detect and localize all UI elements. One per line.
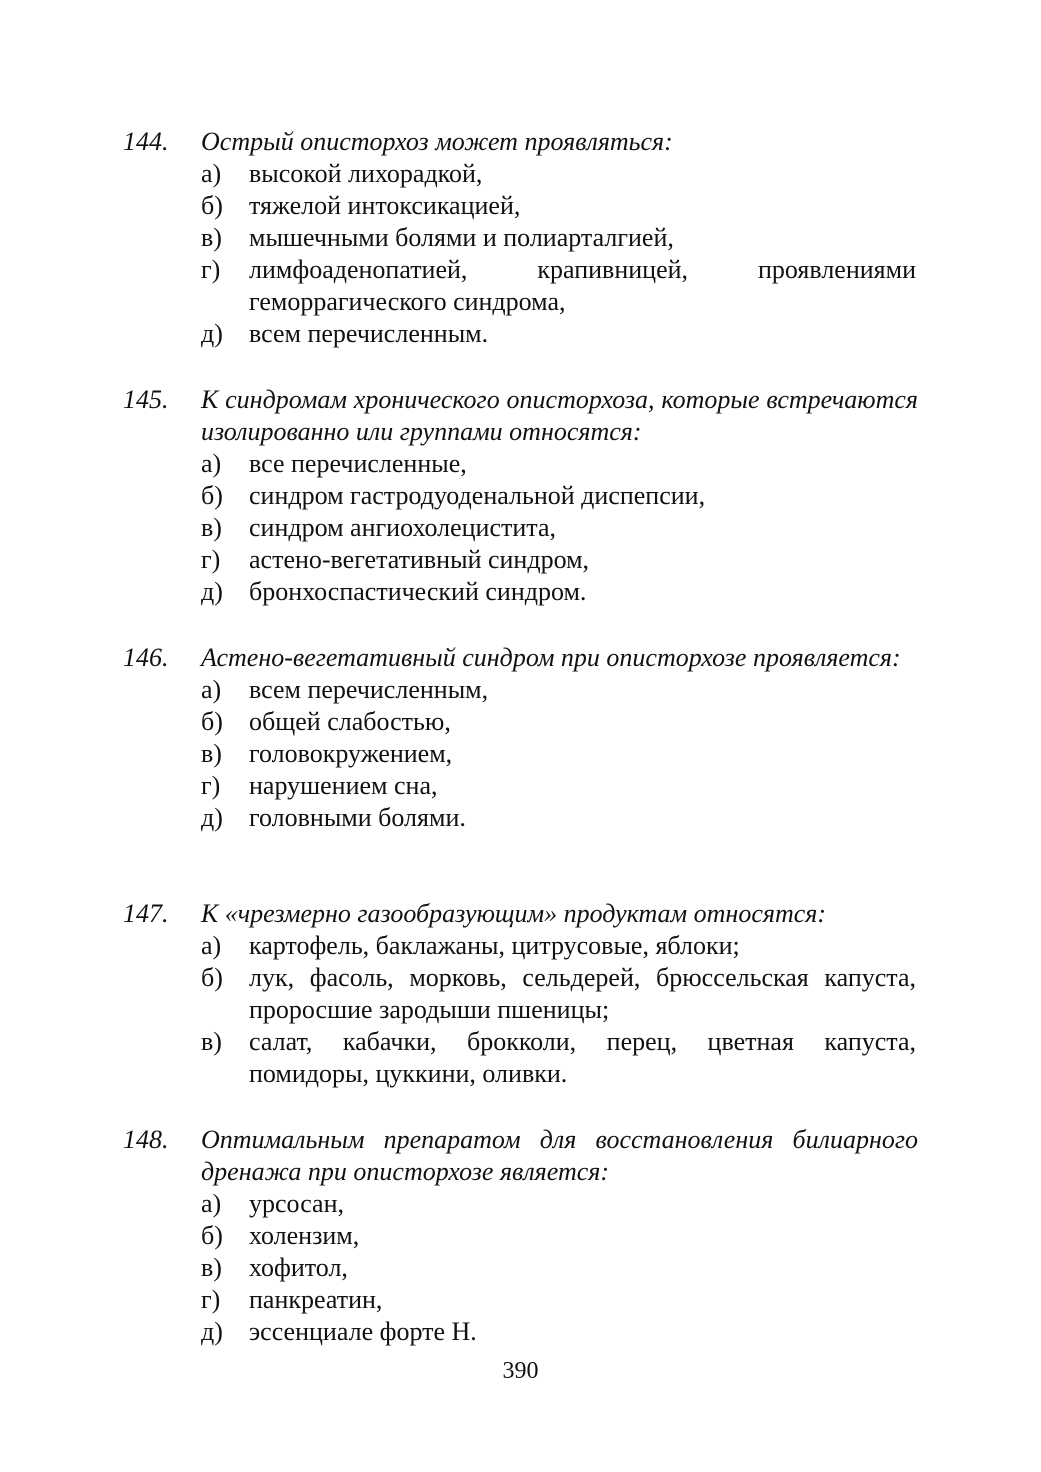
option-letter: д) (201, 1317, 223, 1346)
answer-option (201, 738, 918, 770)
answer-options (123, 158, 918, 350)
answer-option (201, 222, 918, 254)
question-number: 145. (123, 385, 169, 414)
option-letter: в) (201, 513, 222, 542)
option-text: головокружением, (249, 739, 453, 768)
option-text: синдром гастродуоденальной диспепсии, (249, 481, 706, 510)
question-145 (123, 384, 918, 608)
question-text: К «чрезмерно газообразующим» продуктам относятся: (201, 899, 827, 928)
question-146 (123, 642, 918, 834)
answer-options (123, 1188, 918, 1348)
answer-option (201, 1284, 918, 1316)
answer-option (201, 1252, 918, 1284)
question-number: 144. (123, 127, 169, 156)
answer-option (201, 674, 918, 706)
option-text: хофитол, (249, 1253, 348, 1282)
option-text: салат, кабачки, брокколи, перец, цветная капуста, помидоры, цуккини, оливки. (249, 1027, 916, 1088)
question-144 (123, 126, 918, 350)
option-text: бронхоспастический синдром. (249, 577, 587, 606)
option-letter: а) (201, 931, 222, 960)
option-text: лимфоаденопатией, крапивницей, проявлениями геморрагического синдрома, (249, 255, 916, 316)
answer-option (201, 190, 918, 222)
question-number: 148. (123, 1125, 169, 1154)
question-text: К синдромам хронического описторхоза, которые встречаются изолированно или группами относятся: (201, 385, 918, 446)
question-text: Острый описторхоз может проявляться: (201, 127, 673, 156)
option-text: синдром ангиохолецистита, (249, 513, 556, 542)
answer-option (201, 1220, 918, 1252)
option-text: общей слабостью, (249, 707, 451, 736)
question-header (123, 898, 918, 930)
answer-options (123, 674, 918, 834)
question-text: Оптимальным препаратом для восстановления билиарного дренажа при описторхозе является: (201, 1125, 918, 1186)
option-text: эссенциале форте Н. (249, 1317, 477, 1346)
option-text: холензим, (249, 1221, 360, 1250)
option-text: панкреатин, (249, 1285, 383, 1314)
option-text: все перечисленные, (249, 449, 467, 478)
question-text: Астено-вегетативный синдром при описторхозе проявляется: (201, 643, 901, 672)
option-letter: в) (201, 1027, 222, 1056)
answer-option (201, 448, 918, 480)
answer-option (201, 802, 918, 834)
question-147 (123, 898, 918, 1090)
option-letter: а) (201, 449, 222, 478)
option-letter: д) (201, 319, 223, 348)
option-text: тяжелой интоксикацией, (249, 191, 521, 220)
option-letter: д) (201, 803, 223, 832)
option-letter: б) (201, 963, 223, 992)
option-letter: в) (201, 1253, 222, 1282)
answer-option (201, 544, 918, 576)
option-text: головными болями. (249, 803, 466, 832)
question-header (123, 1124, 918, 1188)
answer-option (201, 254, 918, 318)
option-letter: а) (201, 159, 222, 188)
option-letter: г) (201, 255, 221, 284)
option-text: урсосан, (249, 1189, 344, 1218)
option-letter: д) (201, 577, 223, 606)
answer-option (201, 1188, 918, 1220)
answer-option (201, 480, 918, 512)
option-letter: г) (201, 1285, 221, 1314)
option-letter: б) (201, 481, 223, 510)
option-text: высокой лихорадкой, (249, 159, 483, 188)
answer-option (201, 770, 918, 802)
answer-option (201, 962, 918, 1026)
option-text: всем перечисленным. (249, 319, 489, 348)
option-letter: в) (201, 739, 222, 768)
answer-option (201, 158, 918, 190)
option-letter: б) (201, 1221, 223, 1250)
question-148 (123, 1124, 918, 1348)
answer-option (201, 930, 918, 962)
answer-option (201, 318, 918, 350)
option-letter: а) (201, 1189, 222, 1218)
answer-options (123, 448, 918, 608)
page-number: 390 (502, 1358, 539, 1384)
option-letter: в) (201, 223, 222, 252)
option-letter: г) (201, 771, 221, 800)
question-header (123, 384, 918, 448)
answer-option (201, 1316, 918, 1348)
option-text: всем перечисленным, (249, 675, 489, 704)
question-number: 147. (123, 899, 169, 928)
option-text: нарушением сна, (249, 771, 438, 800)
answer-option (201, 512, 918, 544)
option-letter: г) (201, 545, 221, 574)
option-text: картофель, баклажаны, цитрусовые, яблоки; (249, 931, 740, 960)
question-header (123, 642, 918, 674)
question-header (123, 126, 918, 158)
option-text: лук, фасоль, морковь, сельдерей, брюссельская капуста, проросшие зародыши пшеницы; (249, 963, 916, 1024)
option-text: мышечными болями и полиарталгией, (249, 223, 674, 252)
answer-option (201, 576, 918, 608)
answer-option (201, 1026, 918, 1090)
answer-options (123, 930, 918, 1090)
question-number: 146. (123, 643, 169, 672)
option-letter: б) (201, 191, 223, 220)
option-text: астено-вегетативный синдром, (249, 545, 590, 574)
answer-option (201, 706, 918, 738)
option-letter: б) (201, 707, 223, 736)
option-letter: а) (201, 675, 222, 704)
